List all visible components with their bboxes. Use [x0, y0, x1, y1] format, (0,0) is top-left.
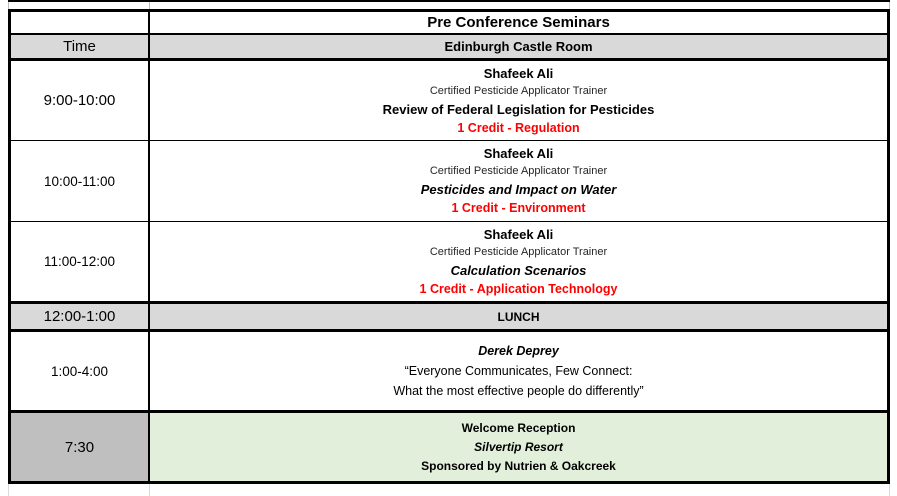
seminar-topic: Review of Federal Legislation for Pesticides	[382, 101, 655, 117]
gridline-stub	[8, 484, 9, 496]
keynote-quote-line-1: “Everyone Communicates, Few Connect:	[404, 364, 633, 378]
speaker-name: Derek Deprey	[478, 344, 559, 358]
seminar-row-1	[11, 61, 887, 141]
time-value: 12:00-1:00	[43, 308, 116, 325]
time-header-label: Time	[63, 38, 96, 55]
seminar-topic: Calculation Scenarios	[450, 262, 587, 278]
gridline-stub	[8, 2, 9, 9]
reception-title: Welcome Reception	[461, 420, 576, 435]
seminar-row-2	[11, 141, 887, 222]
column-header-row	[11, 35, 887, 61]
credit-label: 1 Credit - Regulation	[457, 120, 580, 135]
seminar-details-cell	[150, 222, 887, 301]
keynote-row	[11, 332, 887, 413]
time-cell	[11, 141, 150, 221]
speaker-name: Shafeek Ali	[483, 65, 554, 81]
gridline-stub	[149, 2, 150, 9]
time-value: 10:00-11:00	[43, 173, 116, 189]
cutoff-row-border	[8, 0, 890, 2]
speaker-name: Shafeek Ali	[483, 226, 554, 242]
room-header-label: Edinburgh Castle Room	[444, 39, 593, 54]
credit-label: 1 Credit - Application Technology	[419, 281, 618, 296]
pre-conference-schedule-table	[8, 9, 890, 484]
room-header-cell	[150, 35, 887, 58]
table-title-row	[11, 12, 887, 35]
reception-sponsor: Sponsored by Nutrien & Oakcreek	[421, 458, 616, 473]
keynote-quote-line-2: What the most effective people do differently”	[393, 384, 644, 398]
time-cell	[11, 61, 150, 140]
reception-row	[11, 413, 887, 481]
time-cell	[11, 332, 150, 410]
speaker-credential: Certified Pesticide Applicator Trainer	[429, 84, 608, 97]
lunch-label: LUNCH	[497, 309, 540, 324]
time-cell	[11, 413, 150, 481]
time-value: 11:00-12:00	[43, 254, 116, 269]
lunch-row	[11, 304, 887, 332]
seminar-details-cell	[150, 61, 887, 140]
time-value: 7:30	[64, 438, 95, 456]
speaker-name: Shafeek Ali	[483, 146, 554, 162]
reception-venue: Silvertip Resort	[474, 439, 563, 454]
time-cell	[11, 304, 150, 329]
gridline-stub	[889, 2, 890, 9]
gridline-stub	[149, 484, 150, 496]
speaker-credential: Certified Pesticide Applicator Trainer	[429, 165, 608, 178]
seminar-topic: Pesticides and Impact on Water	[420, 182, 617, 198]
table-title-cell	[150, 12, 887, 33]
time-header-cell	[11, 35, 150, 58]
keynote-details-cell	[150, 332, 887, 410]
gridline-stub	[889, 484, 890, 496]
reception-details-cell	[150, 413, 887, 481]
seminar-details-cell	[150, 141, 887, 221]
seminar-row-3	[11, 222, 887, 304]
page-title: Pre Conference Seminars	[427, 14, 610, 31]
time-value: 9:00-10:00	[43, 92, 116, 109]
credit-label: 1 Credit - Environment	[451, 201, 586, 216]
empty-corner-cell	[11, 12, 150, 33]
speaker-credential: Certified Pesticide Applicator Trainer	[429, 245, 608, 258]
time-value: 1:00-4:00	[50, 363, 109, 379]
time-cell	[11, 222, 150, 301]
lunch-cell	[150, 304, 887, 329]
